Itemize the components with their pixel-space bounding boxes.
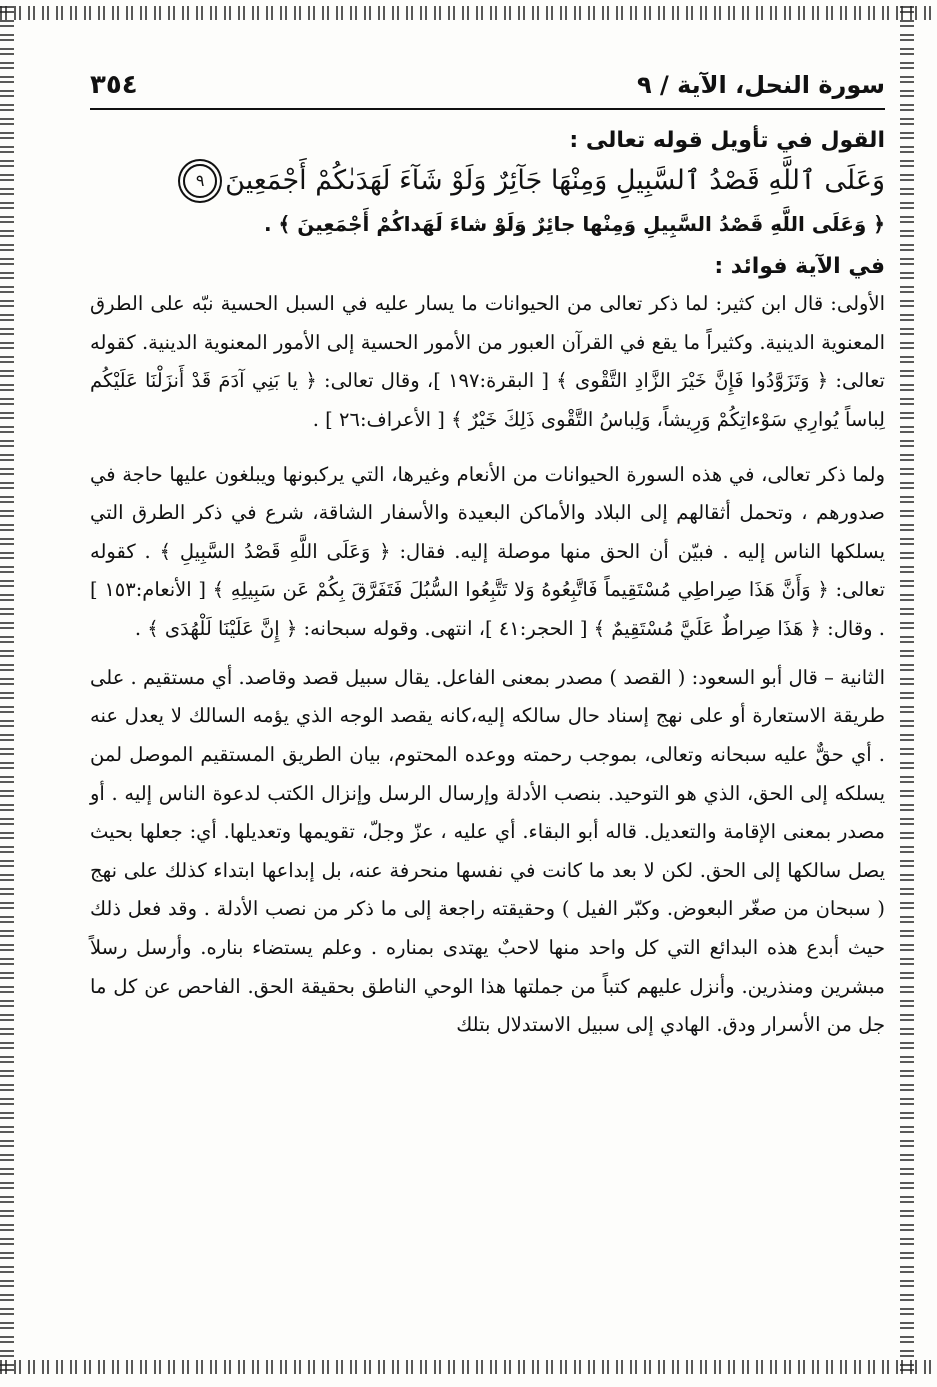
- verse-text: وَعَلَى ٱللَّهِ قَصْدُ ٱلسَّبِيلِ وَمِنْهَا جَآئِرٌ وَلَوْ شَآءَ لَهَدَىٰكُمْ أَجْمَعِينَ: [225, 165, 885, 196]
- tafsir-heading: القول في تأويل قوله تعالى :: [569, 128, 885, 153]
- decorative-border-top: [0, 6, 937, 20]
- quran-verse-plain: ﴿ وَعَلَى اللَّهِ قَصْدُ السَّبِيلِ وَمِنْها جائِرٌ وَلَوْ شاءَ لَهَداكُمْ أَجْمَعِينَ ﴾ .: [263, 212, 885, 237]
- benefits-heading: في الآية فوائد :: [714, 254, 885, 280]
- paragraph-first-benefit: الأولى: قال ابن كثير: لما ذكر تعالى من الحيوانات ما يسار عليه في السبل الحسية نبّه على الطرق المعنوية الدينية. وكثيراً ما يقع في القرآن العبور من الأمور الحسية إلى الأمور المعنوية الدينية. كقوله تعالى: ﴿ وَتَزَوَّدُوا فَإِنَّ خَيْرَ الزَّادِ التَّقْوى ﴾ [ البقرة:١٩٧ ]، وقال تعالى: ﴿ يا بَنِي آدَمَ قَدْ أَنزَلْنَا عَلَيْكُم لِباساً يُوارِي سَوْءاتِكُمْ وَرِيشاً، وَلِباسُ التَّقْوى ذَلِكَ خَيْرٌ ﴾ [ الأعراف:٢٦ ] .: [90, 292, 885, 432]
- decorative-border-right: [900, 6, 914, 1374]
- paragraph-second-benefit: الثانية – قال أبو السعود: ( القصد ) مصدر بمعنى الفاعل. يقال سبيل قصد وقاصد. أي مستقيم . على طريقة الاستعارة أو على نهج إسناد حال سالكه إليه،كانه يقصد الوجه الذي يؤمه السالك لا يعدل عنه . أي حقٌّ عليه سبحانه وتعالى، بموجب رحمته ووعده المحتوم، بيان الطريق المستقيم الموصل لمن يسلكه إلى الحق، الذي هو التوحيد. بنصب الأدلة وإرسال الرسل وإنزال الكتب لدعوة الناس إليه . أو مصدر بمعنى الإقامة والتعديل. قاله أبو البقاء. أي عليه ، عزّ وجلّ، تقويمها وتعديلها. أي: جعلها بحيث يصل سالكها إلى الحق. لكن لا بعد ما كانت في نفسها منحرفة عنه، بل إبداعها ابتداء كذلك على نهج ( سبحان من صغّر البعوض. وكبّر الفيل ) وحقيقته راجعة إلى ما ذكر من نصب الأدلة . وقد فعل ذلك حيث أبدع هذه البدائع التي كل واحد منها لاحبٌ يهتدى بمناره . وعلم يستضاء بناره. وأرسل رسلاً مبشرين ومنذرين. وأنزل عليهم كتباً من جملتها هذا الوحي الناطق بحقيقة الحق. الفاحص عن كل ما جل من الأسرار ودق. الهادي إلى سبيل الاستدلال بتلك: [90, 665, 885, 1037]
- page-number: ٣٥٤: [90, 70, 138, 100]
- decorative-border-left: [0, 6, 14, 1374]
- ayah-number-marker: ٩: [183, 164, 217, 198]
- decorative-border-bottom: [0, 1360, 937, 1374]
- surah-reference: سورة النحل، الآية / ٩: [636, 71, 885, 99]
- running-header: [90, 70, 885, 110]
- page-body: [90, 70, 885, 1055]
- quran-verse-ornate: [90, 159, 885, 202]
- paragraph-continuation: ولما ذكر تعالى، في هذه السورة الحيوانات من الأنعام وغيرها، التي يركبونها ويبلغون عليها حاجة في صدورهم ، وتحمل أثقالهم إلى البلاد والأماكن البعيدة والأسفار الشاقة، شرع في ذكر الطرق التي يسلكها الناس إليه . فبيّن أن الحق منها موصلة إليه. فقال: ﴿ وَعَلَى اللَّهِ قَصْدُ السَّبِيلِ ﴾ . كقوله تعالى: ﴿ وَأَنَّ هَذَا صِراطِي مُسْتَقِيماً فَاتَّبِعُوهُ وَلا تَتَّبِعُوا السُّبُلَ فَتَفَرَّقَ بِكُمْ عَن سَبِيلِهِ ﴾ [ الأنعام:١٥٣ ] . وقال: ﴿ هَذَا صِراطٌ عَلَيَّ مُسْتَقِيمٌ ﴾ [ الحجر:٤١ ]، انتهى. وقوله سبحانه: ﴿ إِنَّ عَلَيْنَا لَلْهُدَى ﴾ .: [90, 462, 885, 641]
